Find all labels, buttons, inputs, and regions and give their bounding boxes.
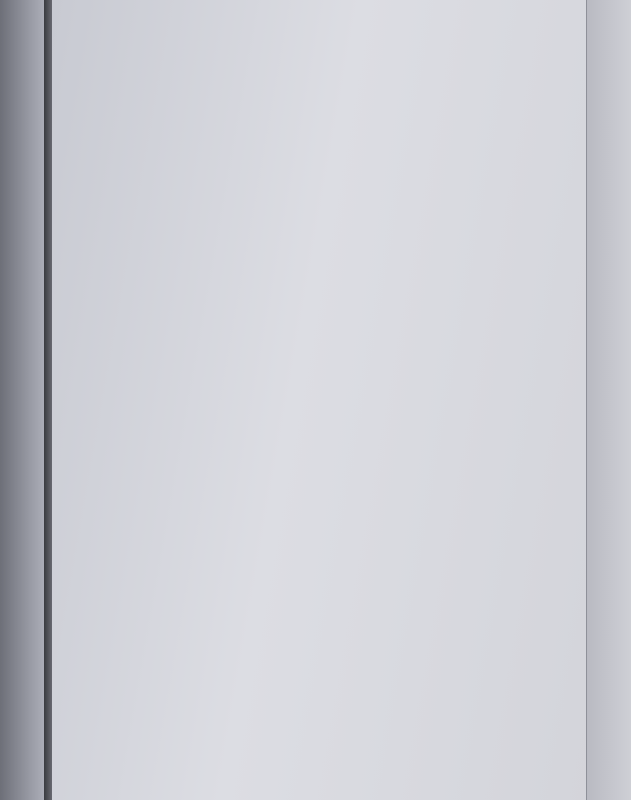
right-page-edge <box>586 0 631 800</box>
book-page <box>52 0 600 800</box>
bottom-knitting-chart <box>52 0 600 800</box>
